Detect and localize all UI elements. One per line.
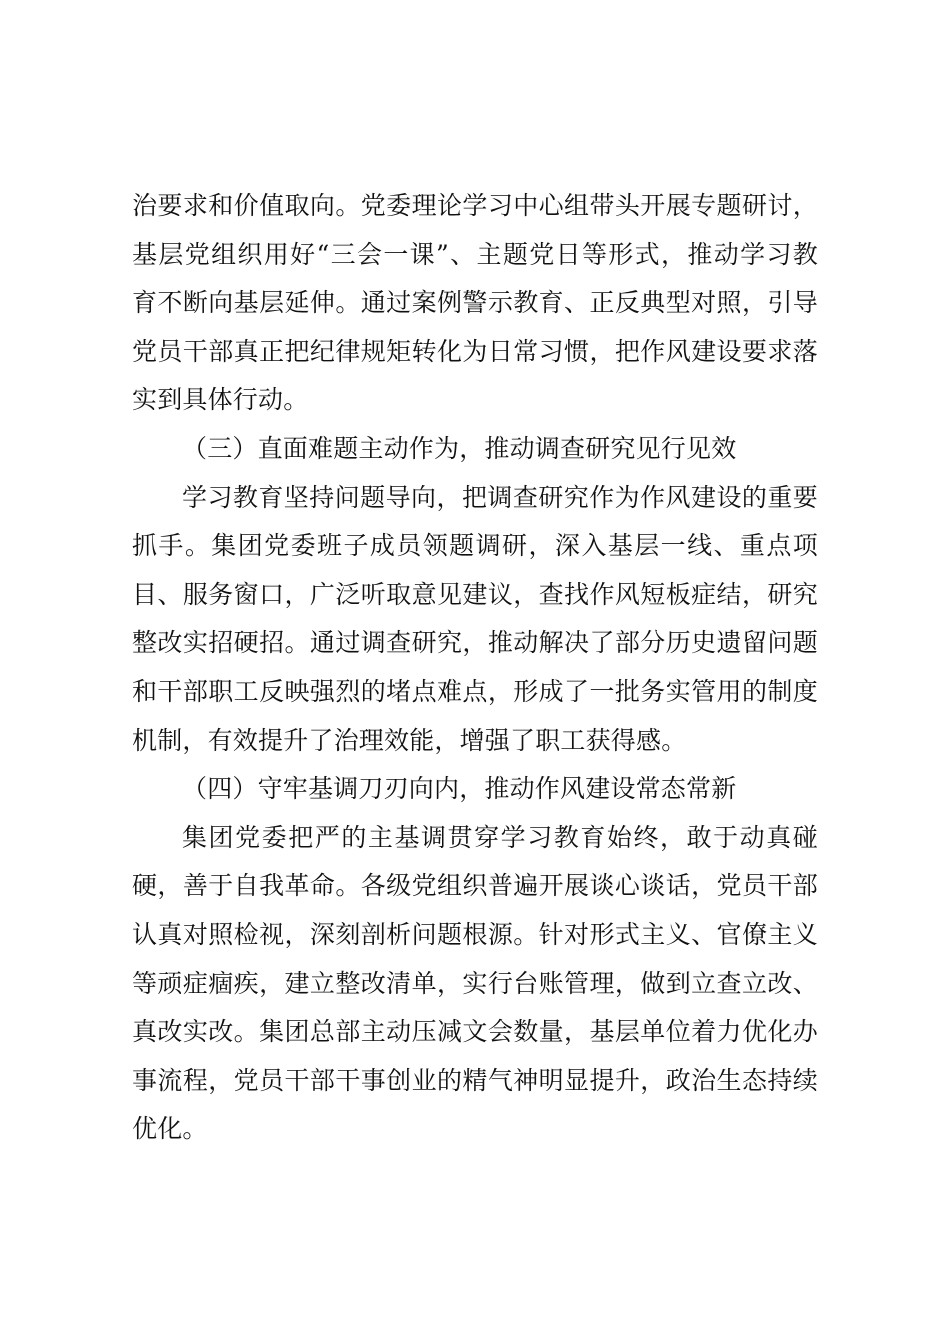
paragraph-line: 党员干部真正把纪律规矩转化为日常习惯，把作风建设要求落 bbox=[132, 336, 818, 366]
paragraph-line: 优化。 bbox=[132, 1114, 208, 1144]
paragraph-line: 和干部职工反映强烈的堵点难点，形成了一批务实管用的制度 bbox=[132, 676, 818, 706]
paragraph-line: 实到具体行动。 bbox=[132, 385, 309, 415]
paragraph-line: 机制，有效提升了治理效能，增强了职工获得感。 bbox=[132, 725, 687, 755]
paragraph-line: 抓手。集团党委班子成员领题调研，深入基层一线、重点项 bbox=[132, 531, 818, 561]
body-text bbox=[132, 182, 818, 1154]
paragraph-line: 事流程，党员干部干事创业的精气神明显提升，政治生态持续 bbox=[132, 1065, 818, 1095]
paragraph-line: 基层党组织用好“三会一课”、主题党日等形式，推动学习教 bbox=[132, 239, 818, 269]
section-heading-4: （四）守牢基调刀刃向内，推动作风建设常态常新 bbox=[182, 774, 737, 804]
paragraph-line: 治要求和价值取向。党委理论学习中心组带头开展专题研讨， bbox=[132, 191, 818, 220]
paragraph-line: 认真对照检视，深刻剖析问题根源。针对形式主义、官僚主义 bbox=[132, 919, 818, 949]
paragraph-line: 硬，善于自我革命。各级党组织普遍开展谈心谈话，党员干部 bbox=[132, 871, 818, 901]
paragraph-line: 目、服务窗口，广泛听取意见建议，查找作风短板症结，研究 bbox=[132, 579, 818, 609]
paragraph-line: 真改实改。集团总部主动压减文会数量，基层单位着力优化办 bbox=[132, 1017, 818, 1047]
section-heading-3: （三）直面难题主动作为，推动调查研究见行见效 bbox=[182, 433, 737, 463]
paragraph-line: 育不断向基层延伸。通过案例警示教育、正反典型对照，引导 bbox=[132, 288, 818, 318]
paragraph-line: 集团党委把严的主基调贯穿学习教育始终，敢于动真碰 bbox=[182, 822, 818, 852]
paragraph-line: 等顽症痼疾，建立整改清单，实行台账管理，做到立查立改、 bbox=[132, 968, 818, 998]
paragraph-line: 学习教育坚持问题导向，把调查研究作为作风建设的重要 bbox=[182, 482, 818, 512]
paragraph-line: 整改实招硬招。通过调查研究，推动解决了部分历史遗留问题 bbox=[132, 628, 818, 658]
